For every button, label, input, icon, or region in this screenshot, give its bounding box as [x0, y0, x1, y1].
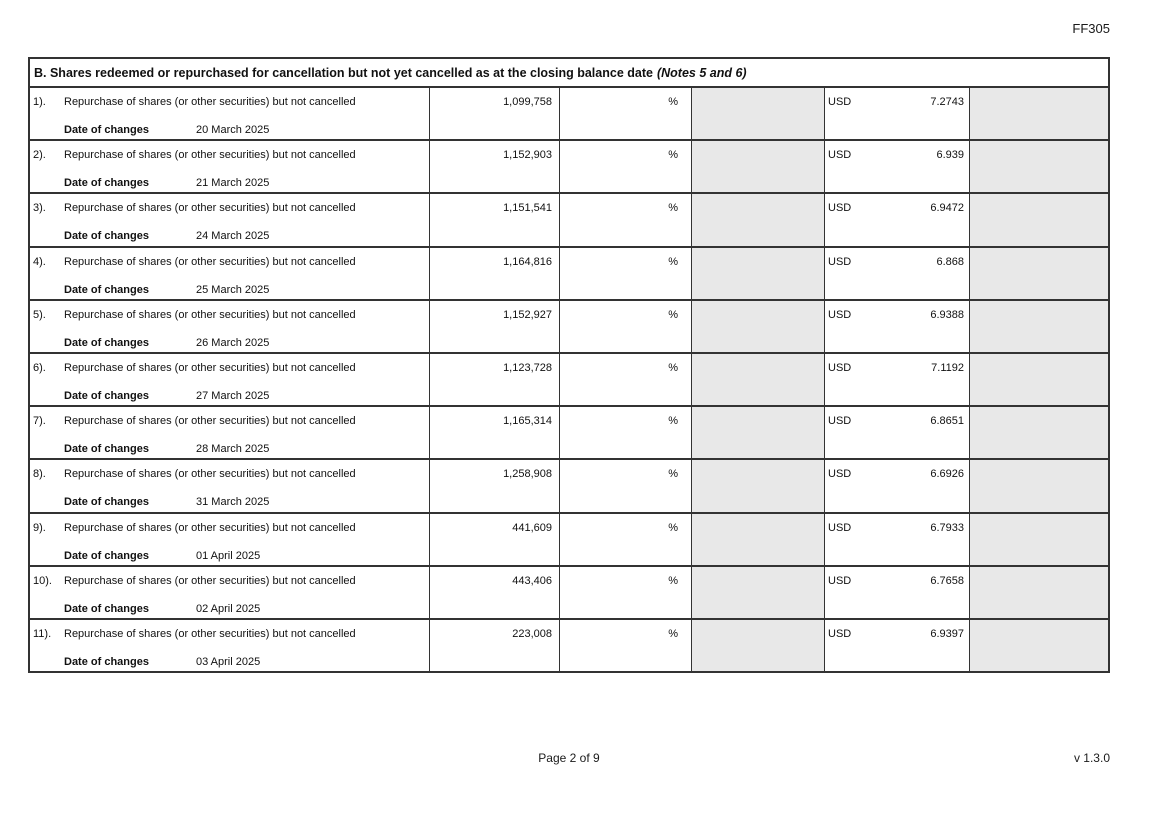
date-of-changes-line — [64, 655, 261, 668]
table-row — [30, 139, 1108, 192]
date-of-changes-line — [64, 602, 261, 615]
page-number-label: Page 2 of 9 — [538, 751, 600, 765]
shares-quantity-cell: 1,152,903 — [429, 141, 559, 192]
date-of-changes-value: 21 March 2025 — [196, 177, 270, 190]
exchange-rate-value: 6.7658 — [930, 574, 964, 587]
exchange-rate-value: 6.6926 — [930, 468, 964, 481]
shaded-cell — [691, 88, 824, 139]
row-description: Repurchase of shares (or other securities) but not cancelled — [64, 574, 356, 587]
percent-cell: % — [559, 514, 691, 565]
shares-quantity-cell: 1,099,758 — [429, 88, 559, 139]
date-of-changes-value: 01 April 2025 — [196, 549, 261, 562]
shaded-cell — [691, 620, 824, 671]
table-rows-container — [30, 86, 1108, 671]
table-row — [30, 246, 1108, 299]
table-section-notes: (Notes 5 and 6) — [656, 65, 747, 80]
shaded-cell — [969, 514, 1108, 565]
currency-code: USD — [828, 308, 852, 321]
currency-rate-cell — [824, 88, 969, 139]
date-of-changes-label: Date of changes — [64, 177, 149, 190]
date-of-changes-value: 02 April 2025 — [196, 602, 261, 615]
row-number: 7). — [33, 415, 46, 428]
currency-rate-cell — [824, 407, 969, 458]
shaded-cell — [691, 407, 824, 458]
row-description: Repurchase of shares (or other securities) but not cancelled — [64, 521, 356, 534]
row-number: 11). — [33, 627, 52, 640]
shaded-cell — [691, 141, 824, 192]
currency-code: USD — [828, 468, 852, 481]
shaded-cell — [969, 620, 1108, 671]
description-cell — [30, 407, 429, 458]
row-description: Repurchase of shares (or other securities) but not cancelled — [64, 415, 356, 428]
date-of-changes-line — [64, 549, 261, 562]
description-cell — [30, 620, 429, 671]
percent-cell: % — [559, 194, 691, 245]
percent-cell: % — [559, 407, 691, 458]
date-of-changes-value: 24 March 2025 — [196, 230, 270, 243]
row-description: Repurchase of shares (or other securities) but not cancelled — [64, 308, 356, 321]
currency-code: USD — [828, 96, 852, 108]
date-of-changes-label: Date of changes — [64, 336, 149, 349]
table-row — [30, 512, 1108, 565]
shares-quantity-cell: 441,609 — [429, 514, 559, 565]
shares-quantity-cell: 1,123,728 — [429, 354, 559, 405]
shaded-cell — [691, 301, 824, 352]
currency-code: USD — [828, 574, 852, 587]
currency-rate-cell — [824, 141, 969, 192]
currency-rate-cell — [824, 567, 969, 618]
row-number: 4). — [33, 255, 46, 268]
date-of-changes-line — [64, 177, 270, 190]
date-of-changes-value: 28 March 2025 — [196, 443, 270, 456]
shaded-cell — [691, 248, 824, 299]
date-of-changes-value: 26 March 2025 — [196, 336, 270, 349]
shaded-cell — [969, 141, 1108, 192]
currency-rate-cell — [824, 301, 969, 352]
row-description: Repurchase of shares (or other securities) but not cancelled — [64, 361, 356, 374]
shares-quantity-cell: 443,406 — [429, 567, 559, 618]
row-description: Repurchase of shares (or other securities) but not cancelled — [64, 468, 356, 481]
percent-cell: % — [559, 141, 691, 192]
percent-cell: % — [559, 620, 691, 671]
date-of-changes-label: Date of changes — [64, 602, 149, 615]
date-of-changes-value: 20 March 2025 — [196, 124, 270, 136]
shaded-cell — [691, 567, 824, 618]
date-of-changes-label: Date of changes — [64, 124, 149, 136]
description-cell — [30, 194, 429, 245]
description-cell — [30, 354, 429, 405]
row-number: 8). — [33, 468, 46, 481]
percent-cell: % — [559, 248, 691, 299]
description-cell — [30, 301, 429, 352]
exchange-rate-value: 6.9397 — [930, 627, 964, 640]
shaded-cell — [969, 248, 1108, 299]
date-of-changes-value: 25 March 2025 — [196, 283, 270, 296]
description-cell — [30, 248, 429, 299]
exchange-rate-value: 7.1192 — [931, 361, 964, 374]
exchange-rate-value: 7.2743 — [930, 96, 964, 108]
currency-code: USD — [828, 255, 852, 268]
table-row — [30, 565, 1108, 618]
row-number: 1). — [33, 96, 46, 108]
shaded-cell — [969, 301, 1108, 352]
shares-quantity-cell: 223,008 — [429, 620, 559, 671]
description-cell — [30, 88, 429, 139]
date-of-changes-line — [64, 124, 270, 136]
currency-code: USD — [828, 361, 852, 374]
row-description: Repurchase of shares (or other securities) but not cancelled — [64, 202, 356, 215]
row-description: Repurchase of shares (or other securities) but not cancelled — [64, 255, 356, 268]
percent-cell: % — [559, 354, 691, 405]
shares-quantity-cell: 1,151,541 — [429, 194, 559, 245]
row-number: 10). — [33, 574, 52, 587]
currency-rate-cell — [824, 460, 969, 511]
table-row — [30, 86, 1108, 139]
row-description: Repurchase of shares (or other securities) but not cancelled — [64, 149, 356, 162]
date-of-changes-label: Date of changes — [64, 655, 149, 668]
shaded-cell — [691, 354, 824, 405]
shaded-cell — [969, 407, 1108, 458]
percent-cell: % — [559, 460, 691, 511]
row-description: Repurchase of shares (or other securities) but not cancelled — [64, 627, 356, 640]
currency-rate-cell — [824, 514, 969, 565]
currency-rate-cell — [824, 620, 969, 671]
date-of-changes-line — [64, 230, 270, 243]
row-number: 9). — [33, 521, 46, 534]
description-cell — [30, 141, 429, 192]
percent-cell: % — [559, 567, 691, 618]
table-section-header — [30, 59, 1108, 86]
currency-rate-cell — [824, 248, 969, 299]
exchange-rate-value: 6.939 — [936, 149, 964, 162]
percent-cell: % — [559, 88, 691, 139]
date-of-changes-value: 31 March 2025 — [196, 496, 270, 509]
currency-code: USD — [828, 149, 852, 162]
date-of-changes-label: Date of changes — [64, 443, 149, 456]
table-row — [30, 352, 1108, 405]
date-of-changes-label: Date of changes — [64, 496, 149, 509]
shaded-cell — [969, 194, 1108, 245]
currency-code: USD — [828, 202, 852, 215]
exchange-rate-value: 6.868 — [936, 255, 964, 268]
shares-quantity-cell: 1,164,816 — [429, 248, 559, 299]
shares-redeemed-table — [28, 57, 1110, 673]
date-of-changes-line — [64, 283, 270, 296]
row-description: Repurchase of shares (or other securities) but not cancelled — [64, 96, 356, 108]
shaded-cell — [969, 354, 1108, 405]
row-number: 2). — [33, 149, 46, 162]
date-of-changes-label: Date of changes — [64, 230, 149, 243]
description-cell — [30, 460, 429, 511]
shaded-cell — [969, 460, 1108, 511]
shares-quantity-cell: 1,152,927 — [429, 301, 559, 352]
percent-cell: % — [559, 301, 691, 352]
exchange-rate-value: 6.8651 — [930, 415, 964, 428]
date-of-changes-label: Date of changes — [64, 283, 149, 296]
date-of-changes-line — [64, 389, 270, 402]
form-code-label: FF305 — [1072, 21, 1110, 36]
exchange-rate-value: 6.7933 — [930, 521, 964, 534]
row-number: 5). — [33, 308, 46, 321]
shaded-cell — [969, 88, 1108, 139]
row-number: 3). — [33, 202, 46, 215]
currency-code: USD — [828, 415, 852, 428]
table-row — [30, 299, 1108, 352]
version-label: v 1.3.0 — [1073, 751, 1110, 765]
table-row — [30, 618, 1108, 671]
shaded-cell — [691, 460, 824, 511]
date-of-changes-line — [64, 336, 270, 349]
row-number: 6). — [33, 361, 46, 374]
exchange-rate-value: 6.9472 — [930, 202, 964, 215]
date-of-changes-label: Date of changes — [64, 389, 149, 402]
date-of-changes-line — [64, 496, 270, 509]
table-row — [30, 192, 1108, 245]
table-row — [30, 458, 1108, 511]
table-section-title: B. Shares redeemed or repurchased for cancellation but not yet cancelled as at the closing balance date — [34, 65, 653, 80]
currency-rate-cell — [824, 354, 969, 405]
shaded-cell — [691, 194, 824, 245]
date-of-changes-line — [64, 443, 270, 456]
shares-quantity-cell: 1,258,908 — [429, 460, 559, 511]
description-cell — [30, 567, 429, 618]
date-of-changes-value: 03 April 2025 — [196, 655, 261, 668]
exchange-rate-value: 6.9388 — [930, 308, 964, 321]
shares-quantity-cell: 1,165,314 — [429, 407, 559, 458]
description-cell — [30, 514, 429, 565]
currency-code: USD — [828, 627, 852, 640]
date-of-changes-value: 27 March 2025 — [196, 389, 270, 402]
shaded-cell — [969, 567, 1108, 618]
table-row — [30, 405, 1108, 458]
currency-rate-cell — [824, 194, 969, 245]
shaded-cell — [691, 514, 824, 565]
date-of-changes-label: Date of changes — [64, 549, 149, 562]
currency-code: USD — [828, 521, 852, 534]
